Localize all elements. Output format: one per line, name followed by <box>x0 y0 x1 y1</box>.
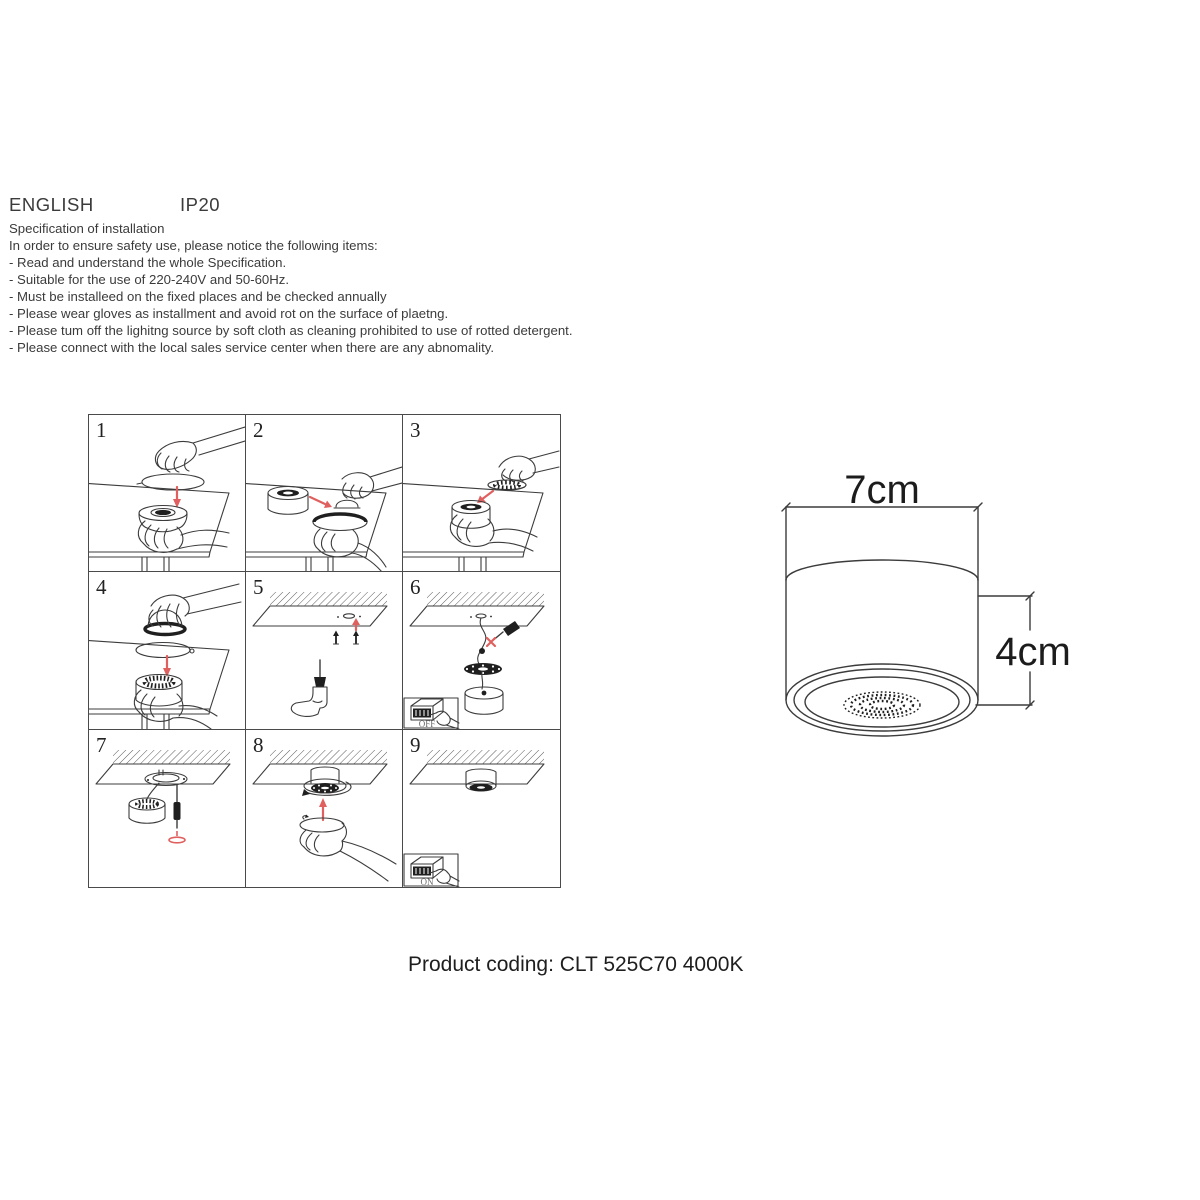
table-drawing <box>403 483 543 572</box>
step-cell-1 <box>89 415 246 572</box>
dimension-width-label: 7cm <box>844 468 920 512</box>
step-cell-9 <box>403 730 560 887</box>
hand-pressing-cover <box>334 467 402 508</box>
installation-steps-grid <box>88 414 561 888</box>
step-number: 9 <box>410 732 421 757</box>
wall-anchors <box>333 631 359 645</box>
ceiling-drawing <box>410 592 544 626</box>
product-dimension-drawing <box>770 465 1090 765</box>
step-2-illustration <box>246 415 403 572</box>
fixture-body <box>129 798 165 823</box>
height-dimension <box>976 592 1071 709</box>
spec-item: - Must be installeed on the fixed places and be checked annually <box>9 289 387 304</box>
step-8-illustration <box>246 730 403 887</box>
led-array <box>844 692 920 718</box>
cover-held <box>145 610 185 635</box>
hand-below <box>314 529 386 572</box>
red-cross-icon <box>487 638 495 646</box>
ring-held <box>313 514 367 531</box>
spec-block <box>9 220 573 356</box>
mounted-ring <box>145 770 187 786</box>
red-hole-marker <box>169 831 185 843</box>
fixture-body <box>136 675 182 707</box>
step-number: 2 <box>253 418 264 442</box>
step-9-illustration <box>403 730 560 887</box>
ceiling-drawing <box>253 592 387 626</box>
step-1-illustration <box>89 415 246 572</box>
fixture-on-table <box>139 506 187 532</box>
step-number: 1 <box>96 418 107 442</box>
step-number: 3 <box>410 418 421 442</box>
switch-off-label: OFF <box>418 719 436 730</box>
step-cell-2 <box>246 415 403 572</box>
step-cell-4 <box>89 572 246 729</box>
mounted-base <box>302 767 351 796</box>
red-arrow-up-icon <box>319 798 327 820</box>
step-cell-8 <box>246 730 403 887</box>
step-5-illustration <box>246 572 403 729</box>
mounting-hole <box>470 614 492 618</box>
step-number: 5 <box>253 575 264 600</box>
hand-above <box>155 427 245 472</box>
trim-ring <box>136 643 194 658</box>
ceiling-drawing <box>410 750 544 784</box>
dimension-height-label: 4cm <box>995 630 1071 674</box>
switch-on-inset <box>404 854 459 887</box>
step-number: 4 <box>96 575 107 600</box>
spec-item: - Please tum off the lighitng source by soft cloth as cleaning prohibited to use of rotted detergent. <box>9 323 573 338</box>
step-7-illustration <box>89 730 246 887</box>
step-cell-7 <box>89 730 246 887</box>
spec-title: Specification of installation <box>9 221 165 236</box>
installed-fixture <box>466 769 496 791</box>
red-arrow-down-icon <box>163 656 171 677</box>
spec-item: - Suitable for the use of 220-240V and 50-60Hz. <box>9 272 290 287</box>
wire <box>478 618 486 664</box>
width-dimension <box>782 468 982 580</box>
mounting-hole <box>337 614 361 618</box>
led-disc <box>488 480 526 490</box>
pointing-hand <box>430 869 459 887</box>
red-arrow-up-icon <box>352 618 360 630</box>
hand-above <box>499 451 559 482</box>
mounting-plate <box>464 663 502 675</box>
fixture-body <box>465 687 503 714</box>
red-arrow-icon <box>310 497 332 508</box>
step-number: 6 <box>410 575 421 600</box>
header-ip-rating: IP20 <box>180 194 221 215</box>
fixture-body <box>268 487 308 515</box>
step-cell-5 <box>246 572 403 729</box>
spec-item: - Please wear gloves as installment and avoid rot on the surface of plaetng. <box>9 306 449 321</box>
product-coding: Product coding: CLT 525C70 4000K <box>408 953 744 976</box>
step-cell-6 <box>403 572 560 729</box>
drill-icon <box>291 660 327 716</box>
step-3-illustration <box>403 415 560 572</box>
step-number: 8 <box>253 732 264 757</box>
switch-off-inset <box>404 698 459 729</box>
step-number: 7 <box>96 732 107 757</box>
ceiling-drawing <box>96 750 230 784</box>
hand-below <box>450 515 537 551</box>
switch-on-label: ON <box>420 876 434 887</box>
step-cell-3 <box>403 415 560 572</box>
step-6-illustration <box>403 572 560 729</box>
screwdriver-icon <box>174 785 181 828</box>
step-4-illustration <box>89 572 246 729</box>
spec-item: - Please connect with the local sales service center when there are any abnomality. <box>9 340 495 355</box>
spec-intro: In order to ensure safety use, please notice the following items: <box>9 238 378 253</box>
wire <box>147 783 159 799</box>
spec-item: - Read and understand the whole Specification. <box>9 255 287 270</box>
hand-above <box>149 584 241 627</box>
header-language: ENGLISH <box>9 194 94 215</box>
fixture-body <box>452 501 490 529</box>
cylinder-drawing <box>786 560 978 736</box>
